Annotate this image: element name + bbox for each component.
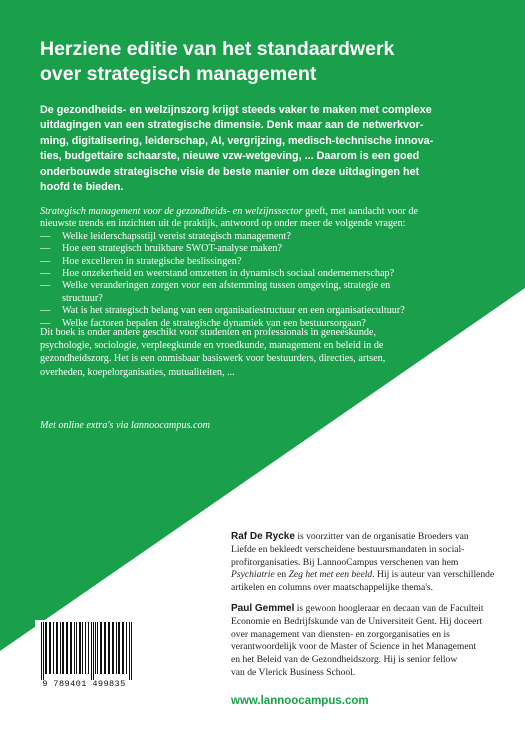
bio-text: profitorganisaties. Bij LannooCampus verschenen van hem (231, 556, 459, 568)
barcode-bar (97, 622, 98, 674)
intro-line: De gezondheids- en welzijnszorg krijgt steeds vaker te maken met complexe (40, 104, 432, 116)
intro-line: uitdagingen van een strategische dimensie. Denk maar aan de netwerkvor- (40, 119, 424, 132)
barcode-bar (95, 622, 96, 674)
audience-line: Dit boek is onder andere geschikt voor studenten en professionals in geneeskunde, (40, 327, 377, 338)
barcode-bar (118, 622, 120, 674)
dash-bullet: — (40, 243, 51, 255)
intro-line: hoofd te bieden. (40, 181, 124, 194)
bio-text: Economie en Bedrijfskunde van de Universiteit Gent. Hij doceert (231, 615, 483, 627)
barcode-bar (41, 622, 42, 680)
barcode-bar (56, 622, 58, 674)
barcode-bar (76, 622, 77, 674)
bio-text: en (274, 569, 289, 581)
barcode-bar (82, 622, 83, 674)
question-text: Hoe een strategisch bruikbare SWOT-analyse maken? (62, 243, 282, 255)
bio-text: is gewoon hoogleraar en decaan van de Faculteit (294, 603, 484, 614)
online-extra-note: Met online extra's via lannoocampus.com (40, 420, 210, 431)
barcode-bar (79, 622, 81, 674)
barcode-bar (43, 622, 44, 680)
audience-line: gezondheidszorg. Het is een onmisbaar basiswerk voor bestuurders, directies, artsen, (40, 353, 386, 365)
audience-line: overheden, koepelorganisaties, mutualiteiten, ... (40, 366, 235, 378)
dash-bullet: — (40, 268, 51, 280)
question-line: structuur? (62, 292, 103, 304)
barcode-bar (104, 622, 106, 674)
dash-bullet: — (40, 230, 51, 242)
author-name: Raf De Rycke (231, 531, 295, 542)
questions-section (40, 206, 490, 330)
bio-text: verantwoordelijk voor de Master of Science in het Management (231, 641, 477, 653)
barcode-bar (100, 622, 102, 674)
bio-text: is voorzitter van de organisatie Broeders van (294, 531, 469, 542)
question-text (62, 280, 490, 305)
barcode-bar (85, 622, 86, 674)
barcode-bar (93, 622, 94, 680)
author-name: Paul Gemmel (231, 603, 295, 614)
audience-paragraph (40, 326, 480, 379)
question-text: Wat is het strategisch belang van een organisatiestructuur en een organisatiecultuur? (62, 305, 405, 317)
barcode-bar (108, 622, 110, 674)
bio-text: en het Beleid van de Gezondheidszorg. Hij is senior fellow (231, 654, 458, 666)
barcode-bar (122, 622, 124, 674)
barcode-bar (74, 622, 75, 674)
dash-bullet: — (40, 305, 51, 317)
bio-text: van de Vlerick Business School. (231, 666, 356, 678)
barcode-bar (70, 622, 72, 674)
dash-bullet: — (40, 280, 51, 292)
barcode-bar (112, 622, 114, 674)
barcode-bar (126, 622, 127, 674)
author-bio-raf-de-rycke (231, 531, 501, 595)
dash-bullet: — (40, 255, 51, 267)
barcode-bar (53, 622, 54, 674)
intro-line: ming, digitalisering, leiderschap, AI, vergrijzing, medisch-technische innova- (40, 134, 434, 147)
intro-line: ties, budgettaire schaarste, nieuwe vzw-wetgeving, ... Daarom is een goed (40, 150, 420, 163)
bio-text: Liefde en bekleedt verscheidene bestuursmandaten in social- (231, 543, 465, 555)
question-item (40, 256, 490, 268)
author-bio-paul-gemmel (231, 603, 501, 680)
isbn-number: 9 789401 499835 (42, 679, 126, 689)
barcode-bar (116, 622, 117, 674)
intro-line: onderbouwde strategische visie de beste manier om deze uitdagingen het (40, 165, 420, 178)
question-item (40, 243, 490, 255)
barcode-bar (49, 622, 51, 674)
book-title: Zeg het met een beeld (288, 569, 373, 581)
book-title: Psychiatrie (231, 569, 275, 581)
bio-text: . Hij is auteur van verschillende (372, 569, 495, 581)
barcode-bar (66, 622, 68, 674)
question-text: Hoe onzekerheid en weerstand omzetten in dynamisch sociaal ondernemerschap? (62, 268, 395, 280)
question-item (40, 268, 490, 280)
barcode-bar (91, 622, 92, 680)
barcode-bar (45, 622, 47, 674)
lead-paragraph (40, 206, 490, 231)
barcode-bar (129, 622, 130, 680)
dash-bullet: — (40, 317, 51, 329)
barcode-bars (35, 620, 133, 682)
bio-text: over management van diensten- en zorgorganisaties en is (231, 628, 450, 640)
audience-line: psychologie, sociologie, verpleegkunde en vroedkunde, management en beleid in de (40, 340, 384, 352)
barcode-bar (62, 622, 64, 674)
headline (40, 37, 480, 87)
question-text: Hoe excelleren in strategische beslissingen? (62, 255, 242, 267)
question-line: Welke veranderingen zorgen voor een afstemming tussen omgeving, strategie en (62, 280, 391, 292)
lead-text: nieuwste trends en inzichten uit de praktijk, antwoord op onder meer de volgende vragen: (40, 218, 406, 230)
questions-list (40, 231, 490, 330)
publisher-website: www.lannoocampus.com (231, 695, 369, 707)
bio-text: artikelen en columns over maatschappelijke thema's. (231, 582, 434, 594)
lead-text: geeft, met aandacht voor de (302, 206, 418, 217)
question-text: Welke factoren bepalen de strategische dynamiek van een bestuursorgaan? (62, 317, 366, 329)
headline-line: over strategisch management (40, 63, 317, 85)
headline-line: Herziene editie van het standaardwerk (40, 38, 395, 60)
question-item (40, 305, 490, 317)
question-item (40, 231, 490, 243)
intro-paragraph (40, 103, 490, 195)
question-item (40, 280, 490, 305)
barcode-bar (60, 622, 61, 674)
barcode-bar (88, 622, 89, 674)
question-text: Welke leiderschapsstijl vereist strategisch management? (62, 230, 291, 242)
book-title: Strategisch management voor de gezondheids- en welzijnssector (40, 206, 303, 217)
barcode-bar (131, 622, 132, 680)
